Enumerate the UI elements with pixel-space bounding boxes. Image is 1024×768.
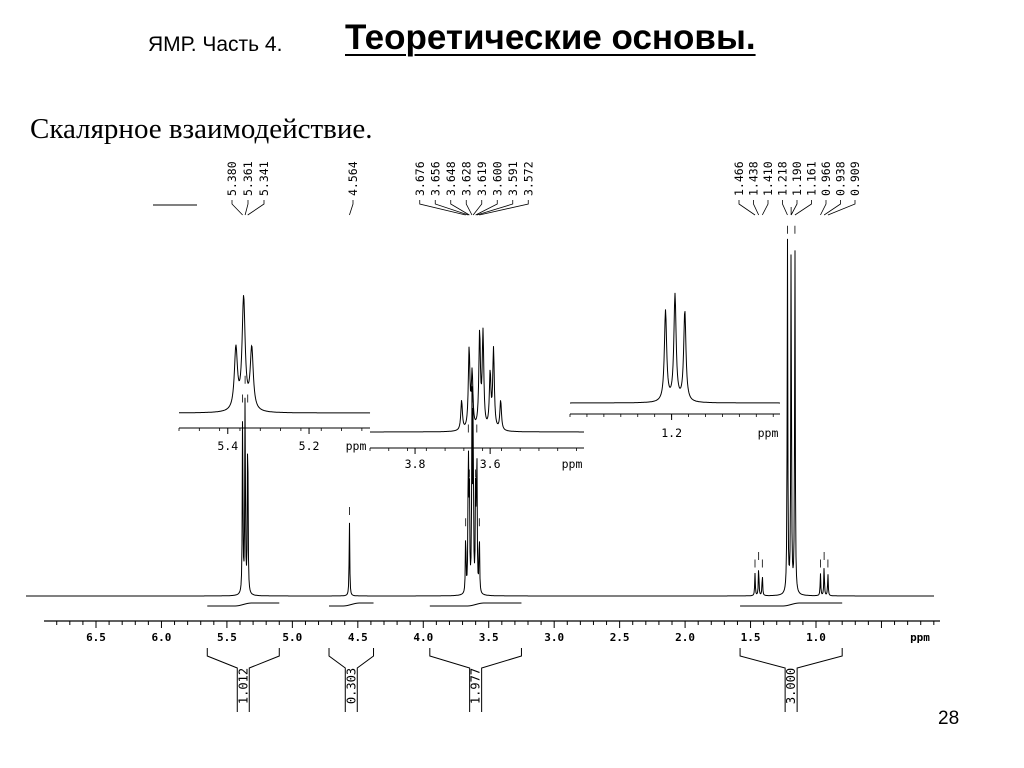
peak-label-leader-4.564	[349, 200, 353, 215]
peak-label-3.591: 3.591	[505, 161, 520, 196]
peak-label-leader-1.410	[762, 200, 768, 215]
page-number: 28	[938, 708, 960, 729]
x-tick-label-9: 2.0	[675, 631, 696, 644]
peak-label-3.676: 3.676	[412, 161, 427, 196]
peak-label-leader-0.909	[828, 200, 855, 215]
peak-label-leader-5.380	[232, 200, 243, 215]
x-tick-label-11: 1.0	[806, 631, 826, 644]
integral-value-0: 1.012	[236, 667, 251, 705]
inset-ch2-spectrum	[370, 328, 584, 432]
peak-label-0.966: 0.966	[819, 161, 833, 196]
x-tick-label-1: 6.0	[151, 631, 172, 644]
peak-label-3.648: 3.648	[443, 161, 458, 196]
peak-label-3.628: 3.628	[459, 161, 474, 196]
inset-vinyl-spectrum	[179, 295, 370, 413]
integral-curve-1	[329, 603, 374, 606]
slide-subtitle: Скалярное взаимодействие.	[30, 113, 373, 145]
peak-label-leader-3.656	[435, 200, 468, 215]
peak-label-1.190: 1.190	[790, 161, 804, 196]
x-tick-label-2: 5.5	[216, 631, 237, 644]
inset-vinyl-tick-label-1: 5.2	[298, 439, 320, 453]
inset-vinyl-tick-label-0: 5.4	[217, 439, 239, 453]
inset-ch2-unit-label: ppm	[561, 457, 583, 471]
peak-label-leader-0.966	[820, 200, 826, 215]
main-spectrum-line	[26, 239, 934, 596]
x-tick-label-3: 5.0	[282, 631, 303, 644]
integral-curve-3	[740, 603, 842, 606]
integral-curve-2	[430, 603, 522, 606]
peak-label-leader-1.218	[783, 200, 788, 215]
x-tick-label-0: 6.5	[86, 631, 106, 644]
peak-label-leader-1.190	[791, 200, 797, 215]
peak-label-5.341: 5.341	[257, 161, 271, 196]
slide-small-title: ЯМР. Часть 4.	[148, 33, 283, 56]
peak-label-0.909: 0.909	[848, 161, 862, 196]
peak-label-4.564: 4.564	[346, 161, 360, 196]
peak-label-leader-3.572	[479, 200, 528, 215]
peak-label-leader-3.628	[466, 200, 472, 215]
peak-label-leader-3.591	[477, 200, 513, 215]
integral-value-2: 1.977	[468, 667, 483, 705]
peak-label-3.572: 3.572	[521, 161, 536, 196]
peak-label-0.938: 0.938	[833, 161, 848, 196]
peak-label-leader-0.938	[824, 200, 840, 215]
inset-ch3-tick-label-0: 1.2	[661, 426, 683, 440]
x-tick-label-7: 3.0	[544, 631, 565, 644]
x-tick-label-8: 2.5	[609, 631, 630, 644]
peak-label-3.619: 3.619	[474, 161, 489, 196]
peak-label-3.600: 3.600	[490, 161, 505, 196]
peak-label-1.410: 1.410	[761, 161, 775, 196]
peak-label-1.218: 1.218	[775, 161, 790, 196]
x-axis-unit-label: ppm	[910, 631, 930, 644]
x-tick-label-5: 4.0	[413, 631, 434, 644]
peak-label-1.161: 1.161	[804, 161, 819, 196]
slide-main-title: Теоретические основы.	[345, 18, 756, 57]
peak-label-leader-5.341	[248, 200, 264, 215]
inset-vinyl-unit-label: ppm	[345, 439, 367, 453]
peak-label-1.438: 1.438	[746, 161, 761, 196]
peak-label-5.380: 5.380	[225, 161, 239, 196]
integral-value-1: 0.303	[344, 667, 359, 705]
x-tick-label-10: 1.5	[740, 631, 761, 644]
peak-label-leader-1.438	[754, 200, 759, 215]
peak-label-5.361: 5.361	[241, 161, 255, 196]
peak-label-leader-1.161	[795, 200, 812, 215]
peak-label-leader-1.466	[739, 200, 755, 215]
peak-label-leader-3.676	[420, 200, 466, 215]
peak-label-leader-5.361	[245, 200, 248, 215]
x-tick-label-4: 4.5	[347, 631, 368, 644]
x-tick-label-6: 3.5	[478, 631, 499, 644]
peak-label-1.466: 1.466	[732, 161, 746, 196]
integral-value-3: 3.000	[784, 667, 799, 705]
inset-ch3-unit-label: ppm	[757, 426, 779, 440]
inset-ch2-tick-label-1: 3.6	[479, 457, 501, 471]
inset-ch2-tick-label-0: 3.8	[404, 457, 426, 471]
integral-curve-0	[207, 603, 279, 606]
peak-label-3.656: 3.656	[428, 161, 443, 196]
inset-ch3-spectrum	[570, 293, 780, 403]
